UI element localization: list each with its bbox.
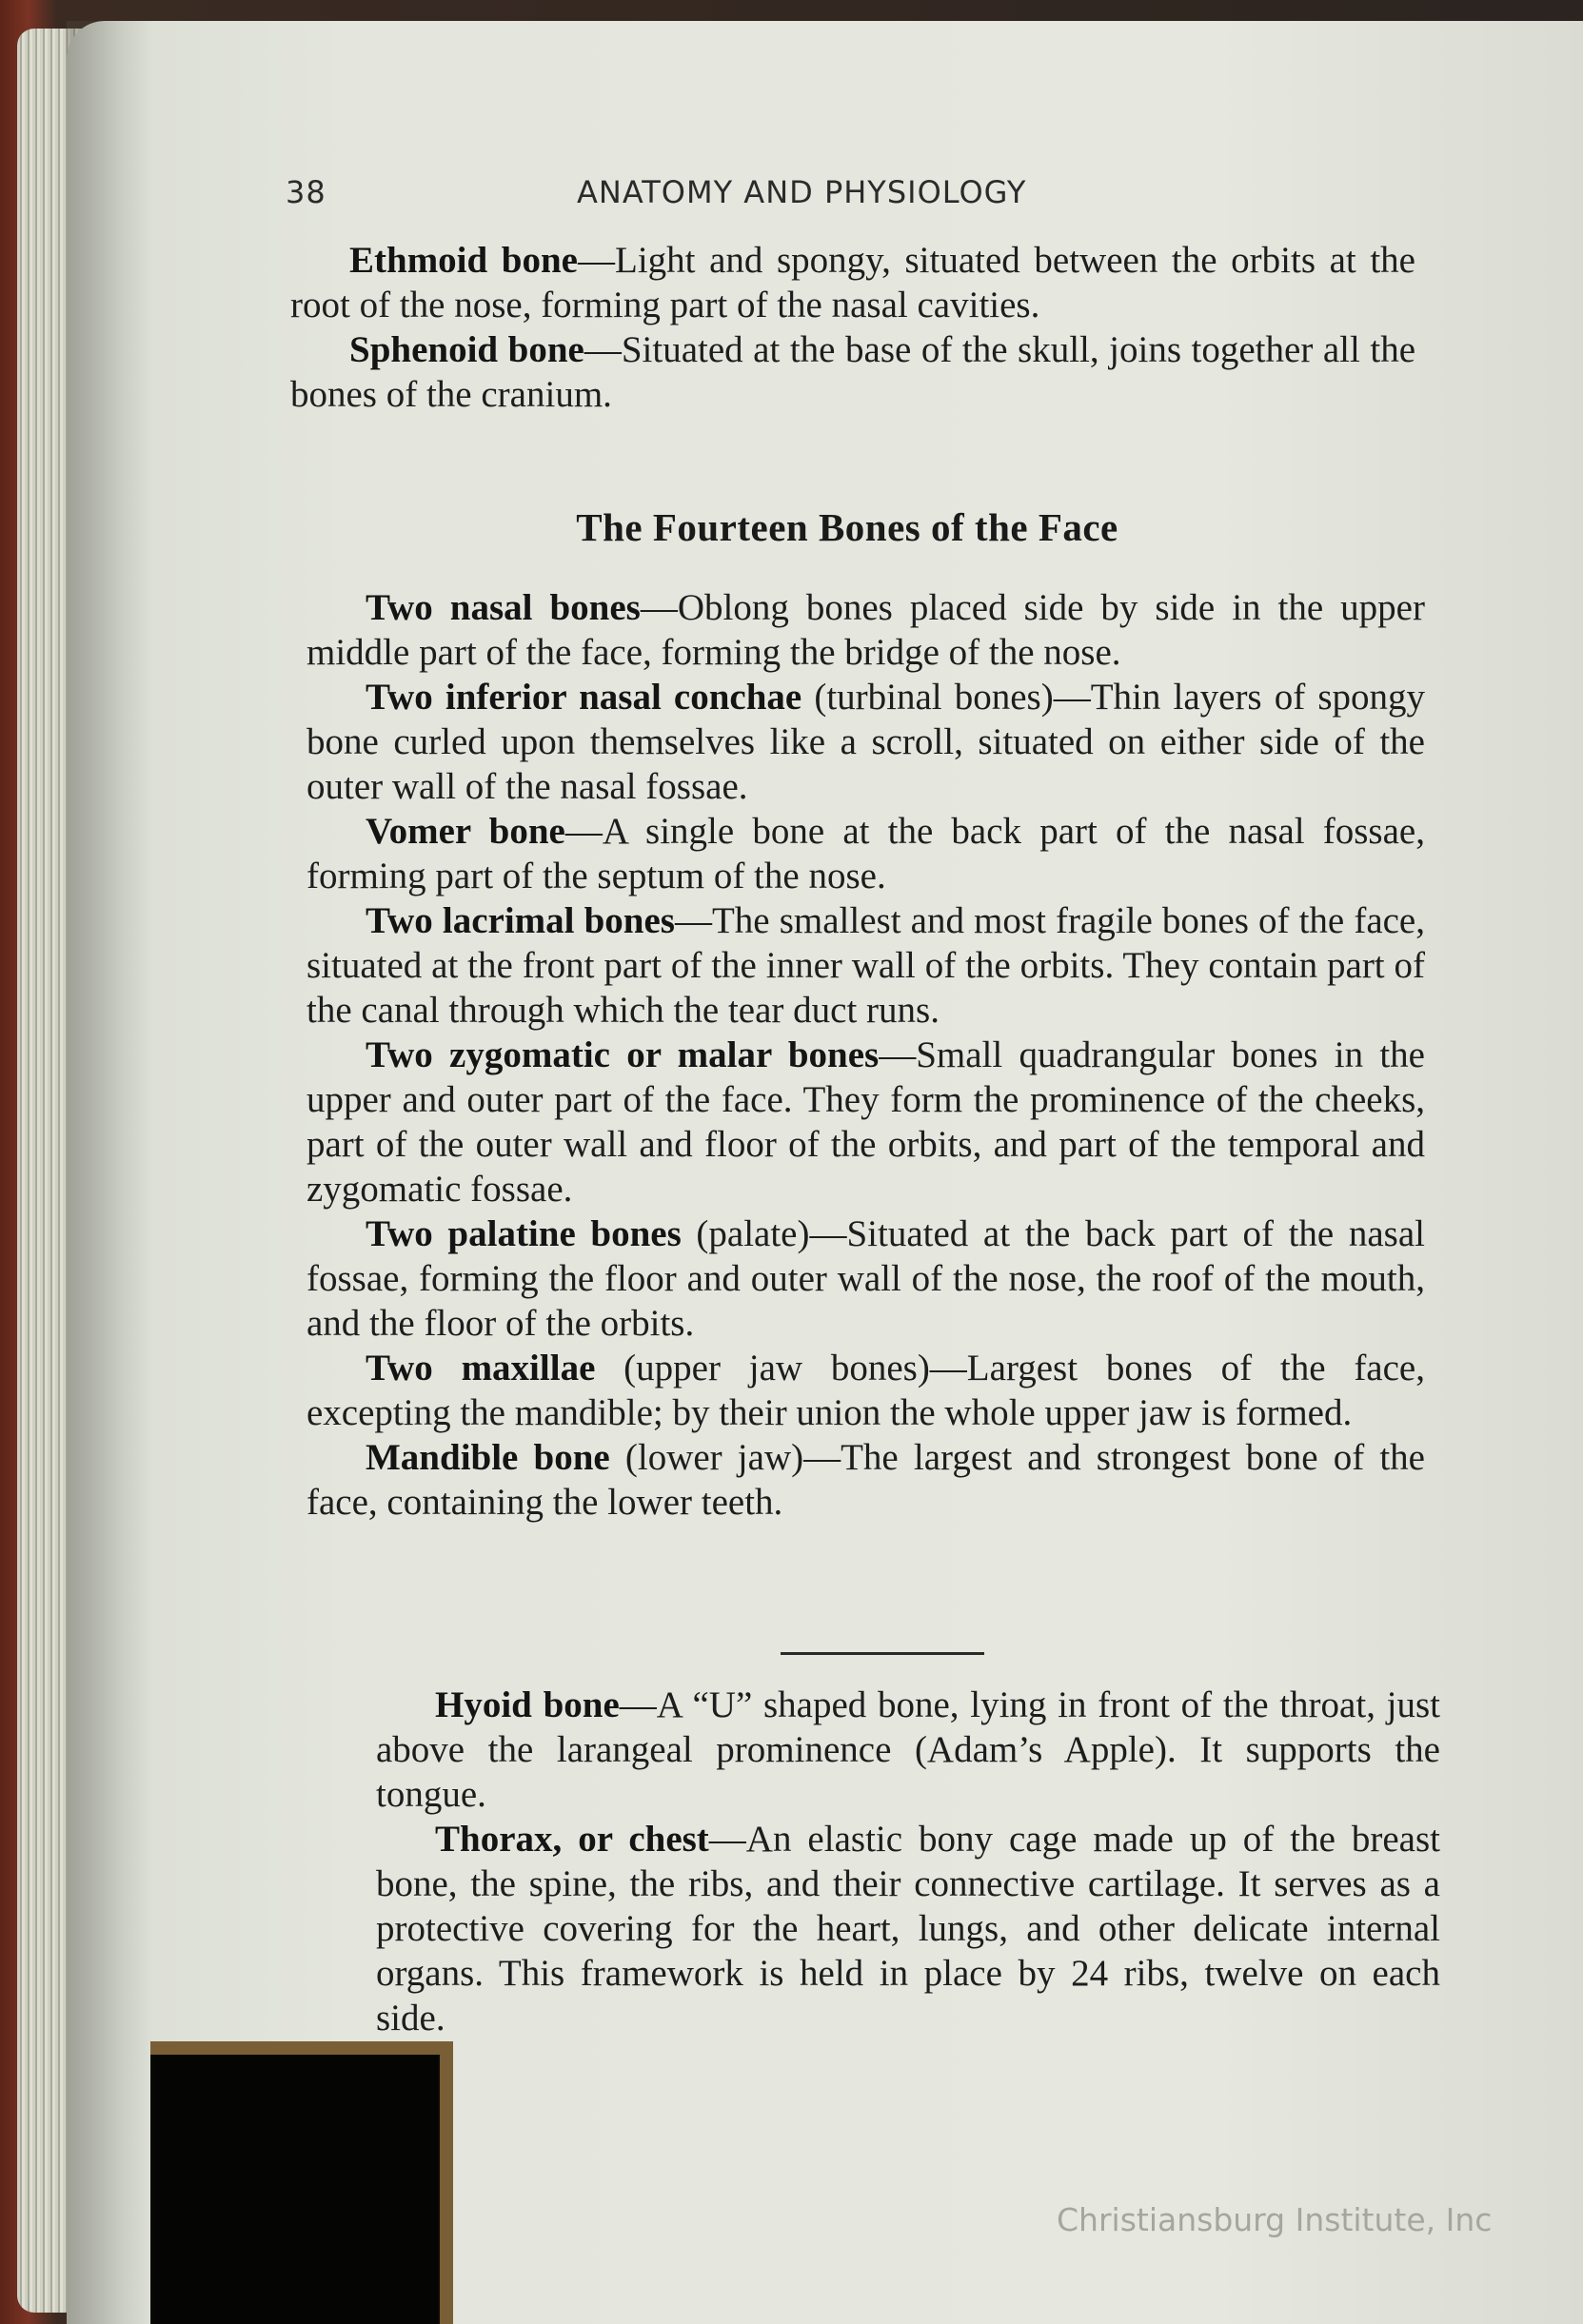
entry-hyoid [376,1683,1440,1817]
running-head: ANATOMY AND PHYSIOLOGY [577,174,1027,210]
entry-zygomatic [307,1033,1425,1211]
entry-ethmoid [290,238,1415,327]
entry-text: (palate)—Situated at the back part of the nasal fossae, forming the floor and outer wall of the nose, the roof of the mouth, and the floor of the orbits. [307,1213,1426,1344]
entry-mandible [307,1435,1425,1525]
entry-term: Sphenoid bone [349,329,584,370]
entry-term: Mandible bone [366,1437,610,1478]
section-title: The Fourteen Bones of the Face [576,505,1118,549]
entry-text: —Situated at the base of the skull, joins together all the bones of the cranium. [290,329,1416,415]
page-number: 38 [286,174,326,210]
face-entries [307,585,1425,1525]
entry-text: (upper jaw bones)—Largest bones of the face, excepting the mandible; by their union the whole upper jaw is formed. [307,1348,1425,1433]
watermark: Christiansburg Institute, Inc [1057,2201,1493,2238]
entry-term: Two maxillae [366,1348,596,1388]
entry-text: (turbinal bones)—Thin layers of spongy bone curled upon themselves like a scroll, situated on either side of the outer wall of the nasal fossae. [307,677,1425,807]
entry-term: Vomer bone [366,811,565,852]
cranium-entries [290,238,1415,417]
entry-nasal [307,585,1425,675]
entry-maxillae [307,1346,1425,1435]
entry-vomer [307,809,1425,898]
entry-conchae [307,675,1425,809]
entry-term: Two nasal bones [366,587,641,628]
entry-sphenoid [290,327,1415,417]
entry-text: —Light and spongy, situated between the orbits at the root of the nose, forming part of the nasal cavities. [290,240,1415,325]
entry-text: —An elastic bony cage made up of the breast bone, the spine, the ribs, and their connective cartilage. It serves as a protective covering for the heart, lungs, and other delicate internal organs. This framework is held in place by 24 ribs, twelve on each side. [376,1819,1441,2038]
entry-text: (lower jaw)—The largest and strongest bone of the face, containing the lower teeth. [307,1437,1425,1523]
entry-text: —Oblong bones placed side by side in the upper middle part of the face, forming the bridge of the nose. [307,587,1425,673]
gutter-shadow [67,21,152,2324]
entry-palatine [307,1211,1425,1346]
entry-term: Two lacrimal bones [366,900,675,941]
entry-thorax [376,1817,1440,2040]
section-divider [781,1652,984,1655]
entry-term: Thorax, or chest [435,1819,709,1860]
index-tab-inner [152,2056,438,2324]
entry-term: Two inferior nasal conchae [366,677,802,718]
entry-text: —A “U” shaped bone, lying in front of the throat, just above the larangeal prominence (Adam’s Apple). It supports the tongue. [376,1684,1440,1815]
entry-term: Two zygomatic or malar bones [366,1034,880,1075]
entry-term: Two palatine bones [366,1213,682,1254]
entry-lacrimal [307,898,1425,1033]
entry-text: —A single bone at the back part of the nasal fossae, forming part of the septum of the nose. [307,811,1425,896]
page-header [286,174,1085,216]
entry-text: —The smallest and most fragile bones of the face, situated at the front part of the inner wall of the orbits. They contain part of the canal through which the tear duct runs. [307,900,1425,1031]
entry-term: Ethmoid bone [349,240,578,281]
entry-term: Hyoid bone [435,1684,620,1725]
other-entries [376,1683,1440,2040]
entry-text: —Small quadrangular bones in the upper and outer part of the face. They form the prominence of the cheeks, part of the outer wall and floor of the orbits, and part of the temporal and zygomatic fossae. [307,1034,1425,1210]
